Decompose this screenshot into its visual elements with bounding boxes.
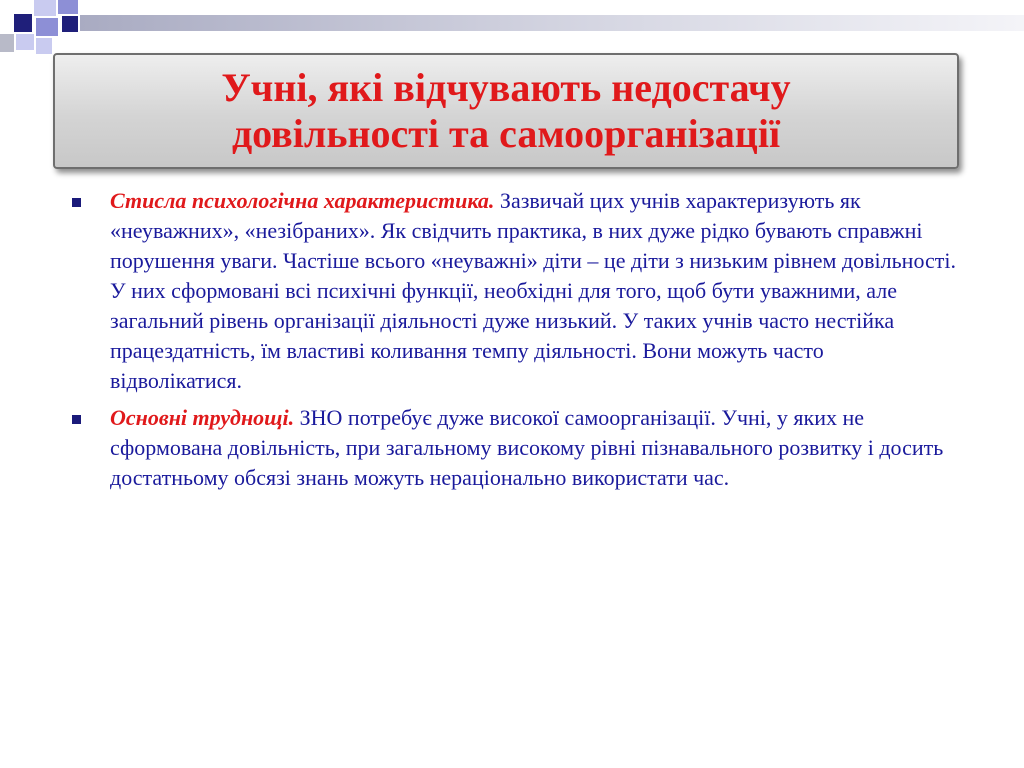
corner-square-decoration [0,34,14,52]
square-bullet-icon [72,198,81,207]
corner-square-decoration [14,14,32,32]
header-gradient-bar [80,15,1024,31]
corner-square-decoration [34,0,56,16]
bullet-item [68,186,958,396]
bullet-item [68,403,958,493]
bullet-lead: Основні труднощі. [110,405,295,430]
corner-square-decoration [62,16,78,32]
bullet-list [68,186,958,500]
corner-square-decoration [58,0,78,14]
corner-square-decoration [36,18,58,36]
bullet-text: Зазвичай цих учнів характеризують як «неуважних», «незібраних». Як свідчить практика, в них дуже рідко бувають справжні порушення уваги. Частіше всього «неуважні» діти – це діти з низьким рівнем довільності. У них сформовані всі психічні функції, необхідні для того, щоб бути уважними, але загальний рівень організації діяльності дуже низький. У таких учнів часто нестійка працездатність, їм властиві коливання темпу діяльності. Вони можуть часто відволікатися. [110,188,956,393]
title-box [53,53,959,169]
bullet-lead: Стисла психологічна характеристика. [110,188,495,213]
bullet-text: ЗНО потребує дуже високої самоорганізації. Учні, у яких не сформована довільність, при загальному високому рівні пізнавального розвитку і досить достатньому обсязі знань можуть нераціонально використати час. [110,405,944,490]
corner-square-decoration [36,38,52,54]
slide-title: Учні, які відчувають недостачу довільності та самоорганізації [221,65,791,156]
square-bullet-icon [72,415,81,424]
corner-square-decoration [16,34,34,50]
